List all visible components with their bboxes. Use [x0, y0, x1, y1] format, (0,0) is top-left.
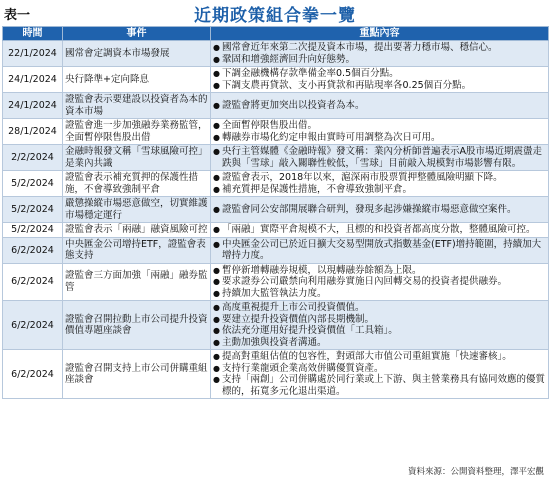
row-date: 24/1/2024 [3, 67, 63, 93]
content-point [213, 363, 546, 375]
row-content [211, 93, 549, 119]
bullet-icon: ● [213, 352, 220, 361]
content-point [213, 172, 546, 184]
row-content [211, 301, 549, 350]
bullet-icon: ● [213, 288, 220, 298]
content-list [213, 68, 546, 91]
table-row [3, 223, 549, 238]
column-header-event: 事件 [63, 27, 211, 41]
content-point [213, 54, 546, 66]
row-content [211, 263, 549, 301]
content-point [213, 288, 546, 300]
column-header-content: 重點內容 [211, 27, 549, 41]
column-header-date: 時間 [3, 27, 63, 41]
content-point [213, 132, 546, 144]
content-point [213, 302, 546, 314]
content-point-text: 央行主管媒體《金融時報》發文稱：業內分析師普遍表示A股市場近期震盪走跌與「雪球」敲入關聯性較低，「雪球」目前敲入規模對市場影響有限。 [222, 146, 542, 169]
content-list [213, 42, 546, 65]
table-row [3, 171, 549, 197]
content-point-text: 支持「兩創」公司併購處於同行業或上下游、與主營業務具有協同效應的優質標的，拓寬多元化退出渠道。 [222, 374, 546, 397]
bullet-icon: ● [213, 100, 220, 110]
bullet-icon: ● [213, 147, 220, 156]
content-point-text: 全面暫停限售股出借。 [222, 120, 318, 131]
bullet-icon: ● [213, 121, 220, 130]
row-content [211, 171, 549, 197]
table-body [3, 41, 549, 399]
content-point [213, 68, 546, 80]
table-row [3, 67, 549, 93]
header [0, 0, 550, 24]
content-point [213, 42, 546, 54]
content-list [213, 146, 546, 169]
content-point-text: 鞏固和增強經濟回升向好態勢。 [222, 53, 356, 65]
bullet-icon: ● [213, 69, 220, 78]
content-point [213, 351, 546, 363]
content-point-text: 持續加大監管執法力度。 [222, 287, 327, 299]
content-list [213, 239, 546, 262]
bullet-icon: ● [213, 375, 220, 384]
bullet-icon: ● [213, 173, 220, 182]
bullet-icon: ● [213, 326, 220, 335]
row-date: 28/1/2024 [3, 119, 63, 145]
content-point [213, 224, 546, 236]
table-row [3, 145, 549, 171]
row-event: 嚴懲操縱市場惡意做空，切實維護市場穩定運行 [63, 197, 211, 223]
row-date: 5/2/2024 [3, 171, 63, 197]
bullet-icon: ● [213, 277, 220, 286]
row-content [211, 67, 549, 93]
row-content [211, 145, 549, 171]
content-point-text: 暫停新增轉融券規模，以現轉融券餘額為上限。 [222, 264, 422, 276]
row-event: 金融時報發文稱「雪球風險可控」是業內共識 [63, 145, 211, 171]
content-point [213, 374, 546, 397]
table-row [3, 119, 549, 145]
row-content [211, 223, 549, 238]
content-point [213, 146, 546, 169]
row-content [211, 41, 549, 67]
content-point-text: 提高對重組估值的包容性，對頭部大市值公司重組實施「快速審核」。 [222, 351, 512, 362]
row-date: 6/2/2024 [3, 263, 63, 301]
row-event: 證監會表示要建設以投資者為本的資本市場 [63, 93, 211, 119]
content-list [213, 204, 546, 216]
table-label: 表一 [4, 8, 31, 23]
row-content [211, 350, 549, 399]
row-date: 6/2/2024 [3, 350, 63, 399]
bullet-icon: ● [213, 239, 220, 249]
content-list [213, 351, 546, 397]
bullet-icon: ● [213, 80, 220, 90]
content-point [213, 337, 546, 349]
content-list [213, 302, 546, 348]
content-point [213, 100, 546, 112]
row-content [211, 237, 549, 263]
bullet-icon: ● [213, 363, 220, 373]
content-point-text: 證監會表示，2018年以來，滬深兩市股票質押整體風險明顯下降。 [222, 172, 503, 183]
bullet-icon: ● [213, 132, 220, 142]
row-event: 證監會召開支持上市公司併購重組座談會 [63, 350, 211, 399]
row-event: 證監會表示補充質押的保護性措施，不會導致強制平倉 [63, 171, 211, 197]
row-event: 證監會進一步加強融券業務監管，全面暫停限售股出借 [63, 119, 211, 145]
content-point-text: 主動加強與投資者溝通。 [222, 336, 327, 348]
content-point-text: 依法充分運用好提升投資價值「工具箱」。 [222, 325, 398, 336]
row-date: 2/2/2024 [3, 145, 63, 171]
row-event: 證監會召開拉動上市公司提升投資價值專題座談會 [63, 301, 211, 350]
source-note: 資料來源：公開資料整理，澤平宏觀 [407, 467, 544, 477]
content-point-text: 下調支農再貸款、支小再貸款和再貼現率各0.25個百分點。 [222, 79, 472, 91]
content-point [213, 120, 546, 132]
bullet-icon: ● [213, 225, 220, 234]
content-point-text: 高度重視提升上市公司投資價值。 [222, 302, 365, 313]
row-content [211, 119, 549, 145]
content-point-text: 支持行業龍頭企業高效併購優質資產。 [222, 362, 384, 374]
content-point [213, 80, 546, 92]
content-point-text: 「兩融」實際平倉規模不大，且標的和投資者都高度分散，整體風險可控。 [222, 224, 536, 235]
content-list [213, 265, 546, 300]
content-point-text: 國常會近年來第二次提及資本市場，提出要著力穩市場、穩信心。 [222, 42, 498, 53]
content-point-text: 轉融券市場化約定申報由實時可用調整為次日可用。 [222, 131, 441, 143]
content-point-text: 中央匯金公司已於近日擴大交易型開放式指數基金(ETF)增持範圍，持續加大增持力度。 [222, 238, 542, 261]
content-point [213, 325, 546, 337]
content-point-text: 要建立提升投資價值內部長期機制。 [222, 313, 375, 325]
content-point-text: 補充質押是保護性措施，不會導致強制平倉。 [222, 183, 413, 195]
bullet-icon: ● [213, 265, 220, 275]
content-point-text: 要求證券公司嚴禁向利用融券實施日內回轉交易的投資者提供融券。 [222, 276, 508, 287]
policy-table [2, 26, 549, 399]
content-point-text: 證監會同公安部開展聯合研判，發現多起涉嫌操縱市場惡意做空案件。 [222, 203, 517, 215]
row-event: 國常會定調資本市場發展 [63, 41, 211, 67]
table-row [3, 237, 549, 263]
row-event: 中央匯金公司增持ETF，證監會表態支持 [63, 237, 211, 263]
content-point [213, 314, 546, 326]
table-row [3, 301, 549, 350]
content-list [213, 120, 546, 143]
row-event: 央行降準+定向降息 [63, 67, 211, 93]
content-point [213, 276, 546, 288]
bullet-icon: ● [213, 54, 220, 64]
row-content [211, 197, 549, 223]
table-header-row [3, 27, 549, 41]
bullet-icon: ● [213, 337, 220, 347]
table-row [3, 41, 549, 67]
content-point [213, 239, 546, 262]
row-event: 證監會三方面加強「兩融」融券監管 [63, 263, 211, 301]
content-point [213, 265, 546, 277]
page-title: 近期政策組合拳一覽 [194, 6, 356, 26]
bullet-icon: ● [213, 303, 220, 312]
row-date: 5/2/2024 [3, 223, 63, 238]
table-row [3, 263, 549, 301]
content-point [213, 204, 546, 216]
content-point-text: 下調金融機構存款準備金率0.5個百分點。 [222, 68, 399, 79]
row-date: 5/2/2024 [3, 197, 63, 223]
row-event: 證監會表示「兩融」融資風險可控 [63, 223, 211, 238]
table-row [3, 197, 549, 223]
content-point [213, 184, 546, 196]
bullet-icon: ● [213, 43, 220, 52]
bullet-icon: ● [213, 204, 220, 214]
row-date: 6/2/2024 [3, 237, 63, 263]
bullet-icon: ● [213, 184, 220, 194]
row-date: 6/2/2024 [3, 301, 63, 350]
bullet-icon: ● [213, 314, 220, 324]
table-row [3, 93, 549, 119]
content-list [213, 172, 546, 195]
content-list [213, 100, 546, 112]
content-point-text: 證監會將更加突出以投資者為本。 [222, 99, 365, 111]
row-date: 24/1/2024 [3, 93, 63, 119]
table-row [3, 350, 549, 399]
content-list [213, 224, 546, 236]
row-date: 22/1/2024 [3, 41, 63, 67]
